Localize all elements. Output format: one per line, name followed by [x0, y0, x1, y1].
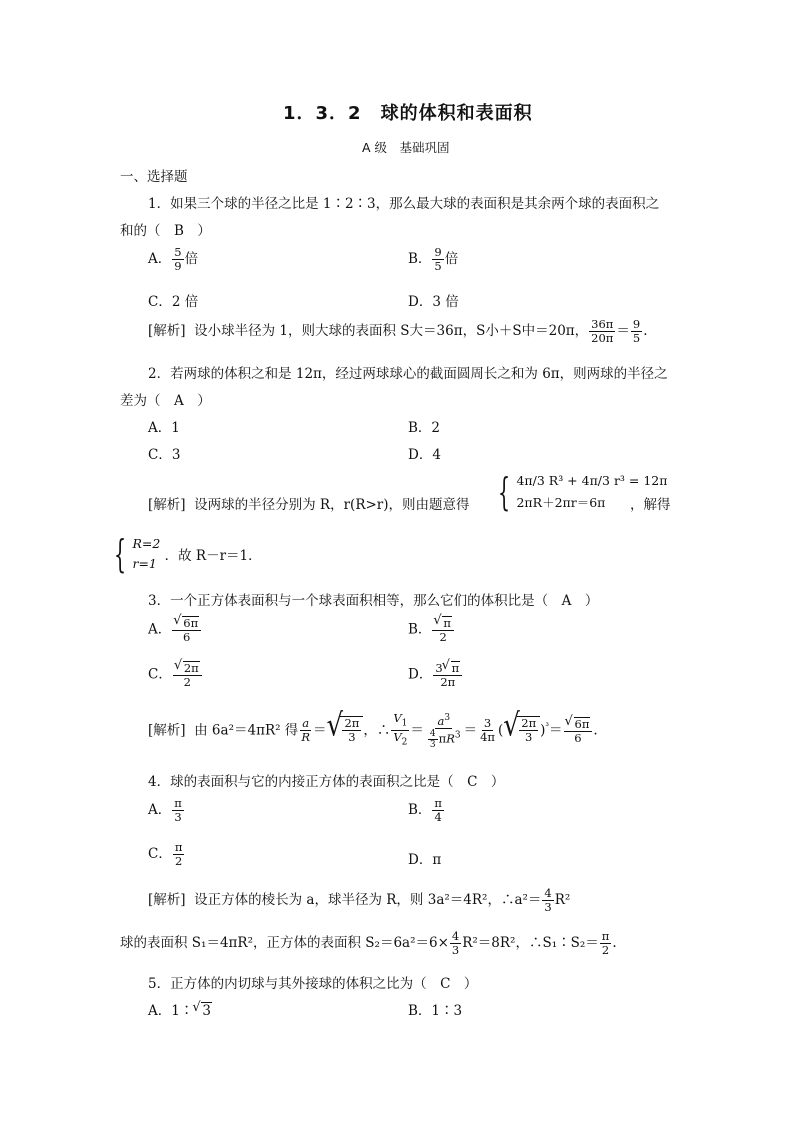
q1-option-b: B． $\frac{9}{5}$ 倍	[408, 245, 459, 273]
page-title: 1．3．2 球的体积和表面积	[283, 103, 533, 124]
q3-stem: 3．一个正方体表面积与一个球表面积相等，那么它们的体积比是（ A ）	[148, 593, 599, 609]
q5-option-a: A．1∶√ 3	[148, 999, 212, 1019]
fraction: $\frac{5}{9}$	[174, 245, 182, 273]
q2-result-system: { R=2 r=1 ．故 R－r＝1．	[114, 532, 262, 576]
q5-option-b: B．1∶3	[408, 1003, 463, 1019]
q4-option-d: D．π	[408, 852, 442, 868]
q3-option-b: B． √ $\frac{\pi}{2}$	[408, 616, 455, 644]
q3-option-c: C． √ $\frac{2\pi}{2}$	[148, 661, 203, 689]
q2-option-b: B．2	[408, 420, 441, 436]
q2-solve-label: ，解得	[630, 497, 671, 513]
q4-stem: 4．球的表面积与它的内接正方体的表面积之比是（ C ）	[148, 774, 505, 790]
level-heading: A 级 基础巩固	[362, 140, 450, 155]
q3-option-a: A． √ $\frac{6\pi}{6}$	[148, 616, 202, 644]
q2-option-a: A．1	[148, 420, 180, 436]
q1-option-d: D．3 倍	[408, 294, 459, 310]
q4-option-a: A． $\frac{\pi}{3}$	[148, 796, 182, 824]
q3-analysis: [解析] 由 6a²＝4πR² 得 $\frac{a}{R}$ ＝ √ $\frac{2\pi}{3}$ ，∴ $\frac{V_1}{V_2}$ ＝ $a^3$ $\frac{4}{3}$ $\pi R^3$ ＝ $\frac{3}{4\pi}$ ( √ $\frac{2\pi}{3}$ )$^{^3}$＝ √ $\frac{6\pi}{6}$ .	[148, 712, 598, 750]
q5-stem: 5．正方体的内切球与其外接球的体积之比为（ C ）	[148, 976, 478, 992]
section-heading: 一、选择题	[120, 169, 188, 185]
q1-stem-line1: 1．如果三个球的半径之比是 1∶2∶3，那么最大球的表面积是其余两个球的表面积之	[148, 196, 660, 212]
q4-analysis-line2: 球的表面积 S₁＝4πR²，正方体的表面积 S₂＝6a²＝6× $\frac{4}{3}$ R²＝8R²，∴S₁∶S₂＝ $\frac{\pi}{2}$ .	[120, 929, 617, 957]
q2-system: { 4π/3 R³ + 4π/3 r³ = 12π 2πR＋2πr＝6π	[498, 470, 668, 514]
q1-stem-line2: 和的（ B ）	[120, 223, 211, 239]
q1-analysis: [解析] 设小球半径为 1，则大球的表面积 S大＝36π，S小＋S中＝20π， $\frac{36\pi}{20\pi}$ ＝ $\frac{9}{5}$ .	[148, 317, 648, 345]
q1-option-c: C．2 倍	[148, 294, 199, 310]
q4-analysis-line1: [解析] 设正方体的棱长为 a，球半径为 R，则 3a²＝4R²，∴a²＝ $\frac{4}{3}$ R²	[148, 886, 571, 914]
q4-option-b: B． $\frac{\pi}{4}$	[408, 796, 442, 824]
q2-option-d: D．4	[408, 447, 441, 463]
q2-analysis: [解析] 设两球的半径分别为 R，r(R>r)，则由题意得	[148, 497, 470, 513]
q1-option-a: A． $\frac{5}{9}$ 倍	[148, 245, 199, 273]
fraction: $\frac{9}{5}$	[434, 245, 442, 273]
q4-option-c: C． $\frac{\pi}{2}$	[148, 840, 183, 868]
q2-stem-line1: 2．若两球的体积之和是 12π，经过两球球心的截面圆周长之和为 6π，则两球的半径之	[148, 366, 668, 382]
q2-stem-line2: 差为（ A ）	[120, 393, 211, 409]
q3-option-d: D． $\frac{3√ \pi}{2\pi}$	[408, 661, 463, 689]
q2-option-c: C．3	[148, 447, 181, 463]
